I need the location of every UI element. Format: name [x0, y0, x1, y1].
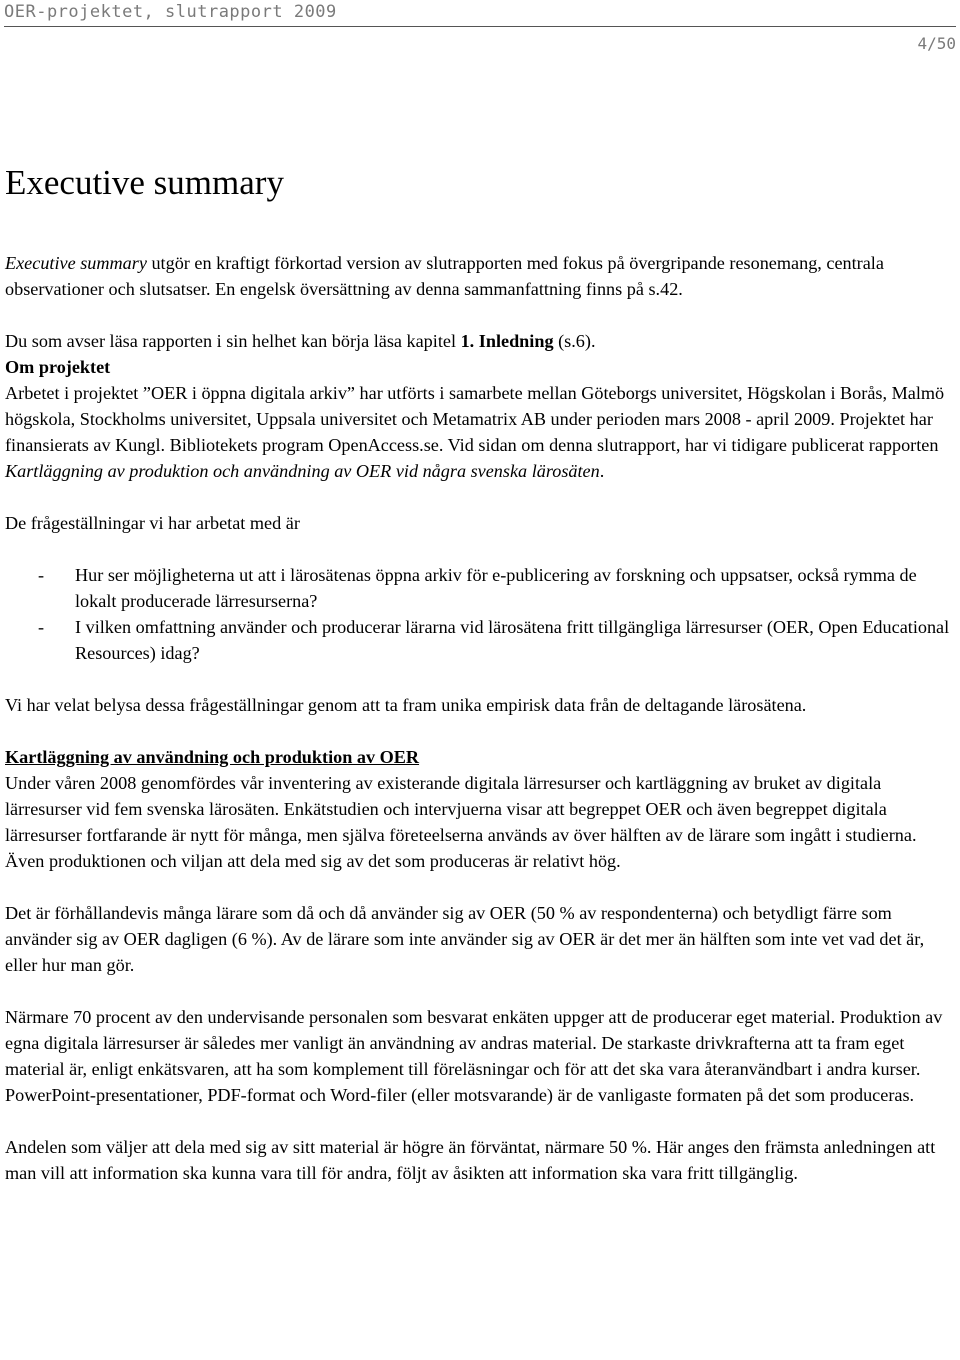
- list-item: [5, 562, 955, 614]
- mapping-paragraph-4: Andelen som väljer att dela med sig av sitt material är högre än förväntat, närmare 50 %. Här anges den främsta anledningen att man vill att information ska kunna vara till för andra, följt av åsikten att information ska vara fritt tillgänglig.: [5, 1137, 936, 1183]
- reader-pre: Du som avser läsa rapporten i sin helhet kan börja läsa kapitel: [5, 331, 461, 351]
- list-dash: -: [38, 565, 45, 585]
- list-item: [5, 614, 955, 666]
- running-header: [4, 0, 956, 27]
- project-text: Arbetet i projektet ”OER i öppna digitala arkiv” har utförts i samarbete mellan Göteborgs universitet, Högskolan i Borås, Malmö högskola, Stockholms universitet, Uppsala universitet och Metamatrix AB under perioden mars 2008 - april 2009. Projektet har finansierats av Kungl. Bibliotekets program OpenAccess.se. Vid sidan om denna slutrapport, har vi tidigare publicerat rapporten: [5, 383, 945, 455]
- section-title-project: Om projektet: [5, 357, 111, 377]
- page-title: Executive summary: [5, 163, 284, 202]
- questions-intro: De frågeställningar vi har arbetat med är: [5, 513, 300, 533]
- questions-list: [5, 562, 955, 666]
- intro-italic-lead: Executive summary: [5, 253, 147, 273]
- intro-text: utgör en kraftigt förkortad version av slutrapporten med fokus på övergripande resonemang, centrala observationer och slutsatser. En engelsk översättning av denna sammanfattning finns på s.42.: [5, 253, 884, 299]
- reader-post: (s.6).: [553, 331, 596, 351]
- project-end: .: [599, 461, 605, 481]
- reader-paragraph: [5, 328, 955, 354]
- page-number: 4/50: [917, 34, 956, 53]
- mapping-paragraph-2: Det är förhållandevis många lärare som då och då använder sig av OER (50 % av respondenterna) och betydligt färre som använder sig av OER dagligen (6 %). Av de lärare som inte använder sig av OER är det mer än hälften som inte vet vad det är, eller hur man gör.: [5, 903, 925, 975]
- list-item-text: Hur ser möjligheterna ut att i lärosätenas öppna arkiv för e-publicering av forskning och uppsatser, också rymma de lokalt producerade lärresurserna?: [75, 565, 917, 611]
- intro-paragraph: [5, 250, 955, 302]
- mapping-paragraph-1: Under våren 2008 genomfördes vår inventering av existerande digitala lärresurser och kartläggning av bruket av digitala lärresurser vid fem svenska lärosäten. Enkätstudien och intervjuerna visar att begreppet OER och även begreppet digitala lärresurser fortfarande är nytt för många, men själva företeelserna används av över hälften av de lärare som ingått i studierna. Även produktionen och viljan att dela med sig av det som produceras är relativt hög.: [5, 773, 917, 871]
- mapping-paragraph-3: Närmare 70 procent av den undervisande personalen som besvarat enkäten uppger att de producerar eget material. Produktion av egna digitala lärresurser är således mer vanligt än användning av andras material. De starkaste drivkrafterna att ta fram eget material är, enligt enkätsvaren, att ha som komplement till föreläsningar och för att det ska vara återanvändbart i andra kurser. PowerPoint-presentationer, PDF-format och Word-filer (eller motsvarande) är de vanligaste formaten på det som produceras.: [5, 1007, 943, 1105]
- list-dash: -: [38, 617, 45, 637]
- project-italic-ref: Kartläggning av produktion och användning av OER vid några svenska lärosäten: [5, 461, 600, 481]
- header-title: OER-projektet, slutrapport 2009: [4, 2, 337, 22]
- list-item-text: I vilken omfattning använder och producerar lärarna vid lärosätena fritt tillgängliga lärresurser (OER, Open Educational Resources) idag?: [75, 617, 950, 663]
- section-title-mapping: Kartläggning av användning och produktion av OER: [5, 747, 420, 767]
- questions-summary: Vi har velat belysa dessa frågeställningar genom att ta fram unika empirisk data från de deltagande lärosätena.: [5, 695, 807, 715]
- reader-chapter-ref: 1. Inledning: [460, 331, 554, 351]
- document-body: [5, 158, 955, 1186]
- project-paragraph: [5, 380, 955, 484]
